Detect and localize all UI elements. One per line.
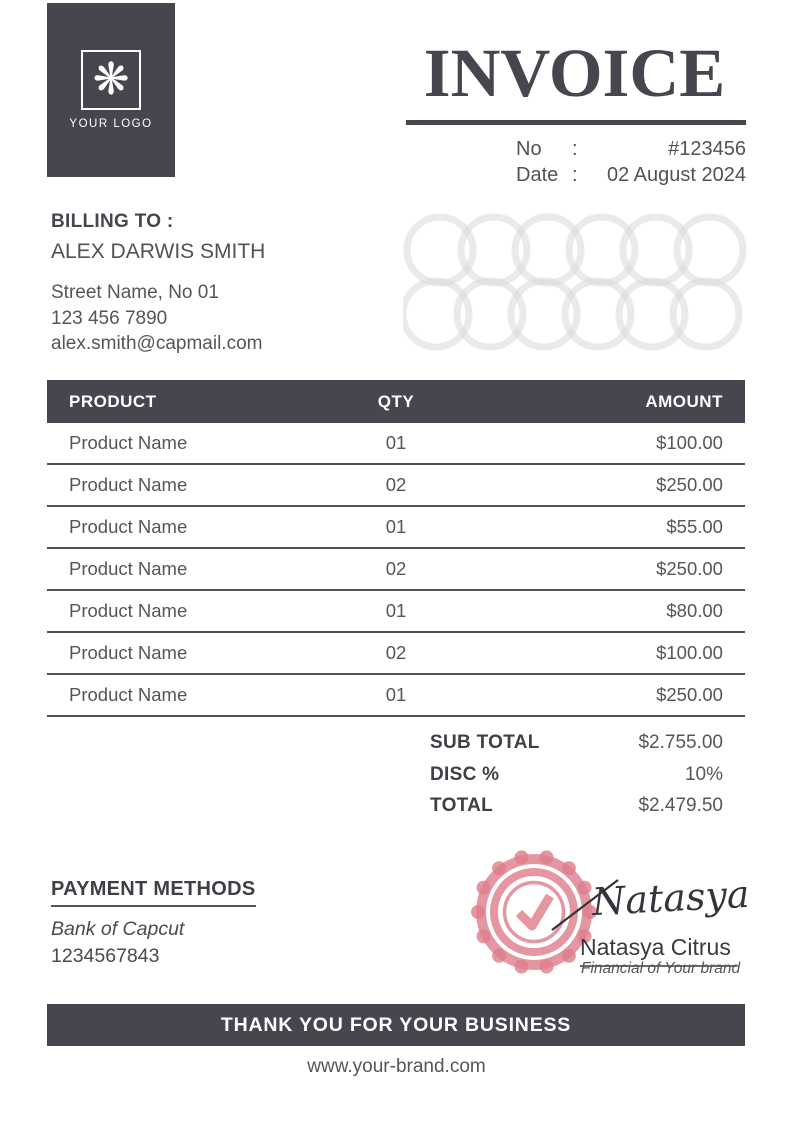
payment-bank-name: Bank of Capcut [51, 918, 185, 940]
total-value: $2.479.50 [638, 795, 723, 816]
subtotal-label: SUB TOTAL [430, 732, 540, 753]
cell-product: Product Name [69, 474, 188, 495]
total-label: TOTAL [430, 795, 494, 816]
payment-methods-heading: PAYMENT METHODS [51, 878, 256, 907]
thank-you-text: THANK YOU FOR YOUR BUSINESS [220, 1013, 572, 1036]
title-underline [406, 120, 746, 125]
billing-phone: 123 456 7890 [51, 307, 168, 329]
payment-account-number: 1234567843 [51, 945, 160, 967]
cell-qty: 02 [385, 558, 407, 579]
signatory-title: Financial of Your brand [581, 960, 741, 977]
colon: : [572, 164, 578, 186]
flower-asterisk-icon: ❋ [92, 54, 130, 105]
cell-qty: 02 [385, 642, 407, 663]
cell-product: Product Name [69, 432, 188, 453]
cell-qty: 02 [385, 474, 407, 495]
cell-qty: 01 [385, 432, 407, 453]
signatory-name: Natasya Citrus [580, 934, 737, 967]
totals-section [430, 727, 723, 822]
cell-product: Product Name [69, 642, 188, 663]
page-title: INVOICE [423, 35, 726, 111]
cell-amount: $250.00 [656, 474, 723, 495]
payment-methods-section [51, 878, 256, 968]
billing-name: ALEX DARWIS SMITH [51, 240, 266, 263]
table-row [47, 465, 745, 507]
billing-heading: BILLING TO : [51, 211, 174, 232]
cell-qty: 01 [385, 684, 407, 705]
table-row [47, 675, 745, 717]
subtotal-row [430, 727, 723, 759]
invoice-number-row [516, 136, 746, 162]
col-header-product: PRODUCT [69, 391, 157, 411]
table-row [47, 507, 745, 549]
cell-amount: $80.00 [666, 600, 723, 621]
discount-value: 10% [684, 763, 723, 785]
cell-amount: $100.00 [656, 432, 723, 453]
cell-qty: 01 [385, 516, 407, 537]
thank-you-bar [47, 1004, 745, 1046]
invoice-date-row [516, 162, 746, 188]
invoice-number-value: #123456 [668, 138, 746, 160]
billing-details [51, 280, 265, 357]
invoice-date-value: 02 August 2024 [606, 164, 746, 186]
total-row [430, 790, 723, 822]
table-row [47, 591, 745, 633]
signature-script: Natasya [590, 871, 751, 925]
invoice-date-label: Date [516, 164, 559, 186]
cell-product: Product Name [69, 600, 188, 621]
invoice-number-label: No [516, 138, 542, 160]
subtotal-value: $2.755.00 [638, 732, 723, 753]
logo-text: YOUR LOGO [69, 118, 153, 130]
items-table [47, 380, 745, 717]
invoice-meta [516, 136, 746, 188]
billing-section [51, 211, 265, 357]
col-header-amount: AMOUNT [645, 391, 723, 411]
col-header-qty: QTY [377, 391, 415, 411]
circles-pattern [403, 212, 747, 352]
table-header-row [47, 380, 745, 423]
table-row [47, 423, 745, 465]
website-url: www.your-brand.com [307, 1056, 486, 1077]
discount-label: DISC % [430, 763, 500, 785]
cell-amount: $250.00 [656, 684, 723, 705]
cell-product: Product Name [69, 516, 188, 537]
cell-amount: $100.00 [656, 642, 723, 663]
logo-box [47, 3, 175, 177]
colon: : [572, 138, 578, 160]
discount-row [430, 759, 723, 791]
cell-product: Product Name [69, 558, 188, 579]
table-row [47, 633, 745, 675]
logo-frame [81, 50, 141, 110]
billing-email: alex.smith@capmail.com [51, 333, 263, 354]
cell-amount: $55.00 [666, 516, 723, 537]
billing-address: Street Name, No 01 [51, 282, 219, 303]
cell-amount: $250.00 [656, 558, 723, 579]
table-row [47, 549, 745, 591]
cell-product: Product Name [69, 684, 188, 705]
cell-qty: 01 [385, 600, 407, 621]
